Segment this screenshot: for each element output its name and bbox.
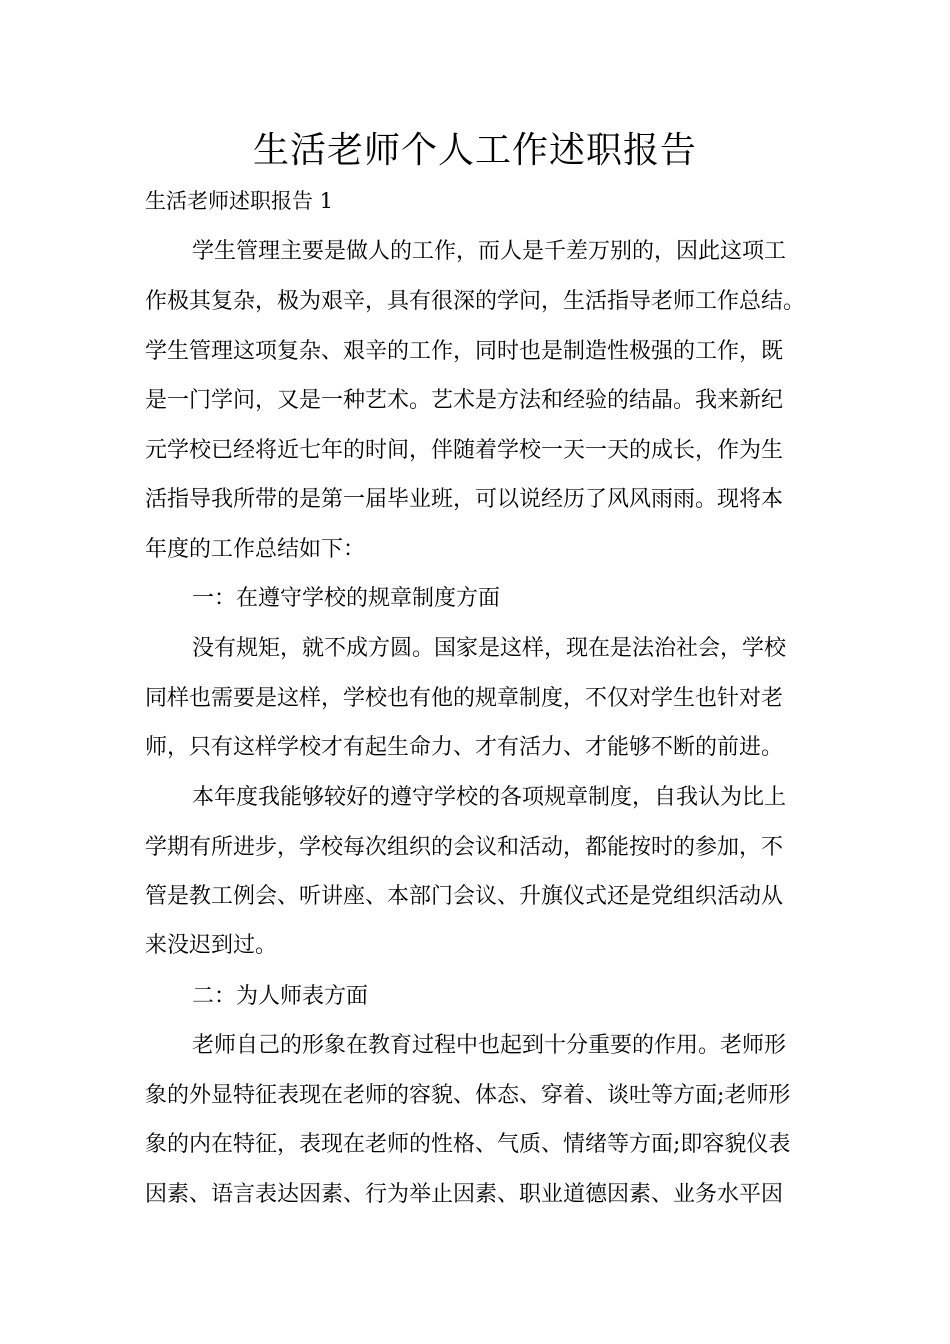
text-line: 元学校已经将近七年的时间，伴随着学校一天一天的成长，作为生	[145, 438, 784, 463]
text-line: 因素、语言表达因素、行为举止因素、职业道德因素、业务水平因	[145, 1182, 784, 1207]
text-line: 师，只有这样学校才有起生命力、才有活力、才能够不断的前进。	[145, 735, 784, 760]
text-line: 是一门学问，又是一种艺术。艺术是方法和经验的结晶。我来新纪	[145, 388, 784, 413]
section-heading: 二：为人师表方面	[192, 984, 369, 1009]
section-heading: 一：在遵守学校的规章制度方面	[192, 586, 501, 611]
text-line: 管是教工例会、听讲座、本部门会议、升旗仪式还是党组织活动从	[145, 884, 784, 909]
text-line: 来没迟到过。	[145, 933, 278, 958]
text-line: 象的内在特征，表现在老师的性格、气质、情绪等方面;即容貌仪表	[145, 1132, 791, 1157]
text-line: 学期有所进步，学校每次组织的会议和活动，都能按时的参加，不	[145, 835, 784, 860]
text-line: 老师自己的形象在教育过程中也起到十分重要的作用。老师形	[192, 1033, 787, 1058]
text-line: 活指导我所带的是第一届毕业班，可以说经历了风风雨雨。现将本	[145, 487, 784, 512]
text-line: 学生管理主要是做人的工作，而人是千差万别的，因此这项工	[192, 239, 787, 264]
text-line: 本年度我能够较好的遵守学校的各项规章制度，自我认为比上	[192, 785, 787, 810]
text-line: 同样也需要是这样，学校也有他的规章制度，不仅对学生也针对老	[145, 686, 784, 711]
report-subtitle: 生活老师述职报告 1	[145, 189, 334, 213]
text-line: 学生管理这项复杂、艰辛的工作，同时也是制造性极强的工作，既	[145, 339, 784, 364]
document-title: 生活老师个人工作述职报告	[252, 130, 697, 171]
text-line: 象的外显特征表现在老师的容貌、体态、穿着、谈吐等方面;老师形	[145, 1083, 791, 1108]
text-line: 没有规矩，就不成方圆。国家是这样，现在是法治社会，学校	[192, 636, 787, 661]
text-line: 作极其复杂，极为艰辛，具有很深的学问，生活指导老师工作总结。	[145, 289, 806, 314]
text-line: 年度的工作总结如下：	[145, 537, 366, 562]
